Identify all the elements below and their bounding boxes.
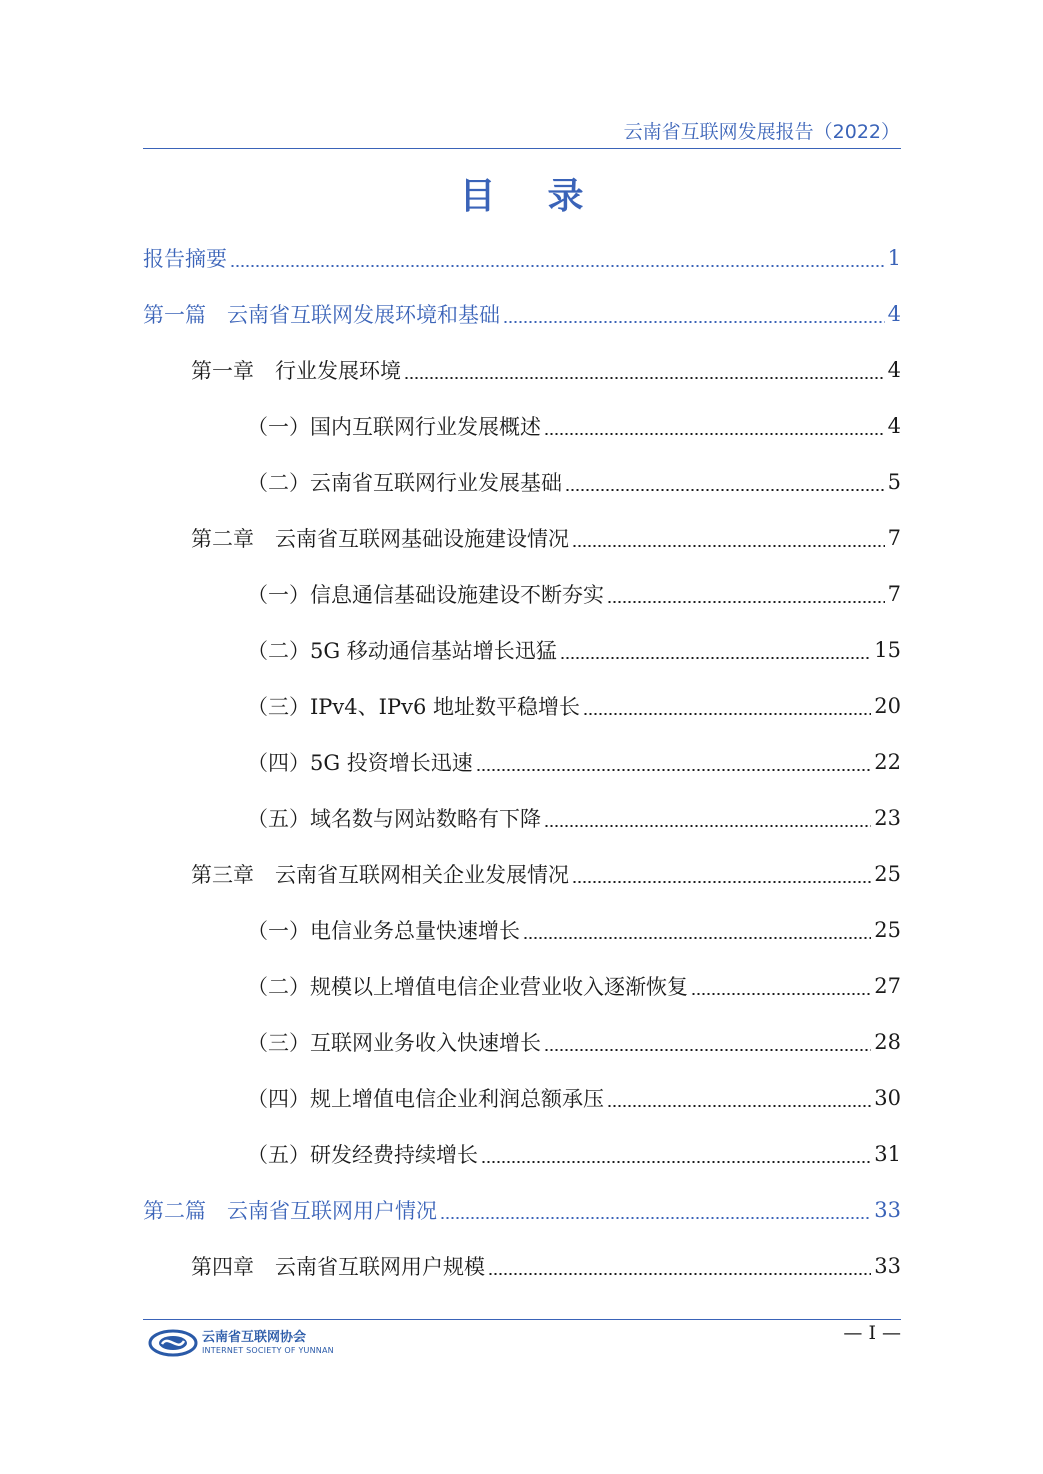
toc-entry-title: 第四章 云南省互联网用户规模 xyxy=(191,1255,485,1279)
toc-entry-title: （五）研发经费持续增长 xyxy=(247,1143,478,1167)
footer-divider xyxy=(143,1319,901,1320)
toc-entry-title: （二）规模以上增值电信企业营业收入逐渐恢复 xyxy=(247,975,688,999)
toc-entry-page-number: 22 xyxy=(874,750,901,774)
toc-entry-page-number: 33 xyxy=(874,1254,901,1278)
toc-entry[interactable] xyxy=(143,342,901,398)
toc-entry-title: （四）5G 投资增长迅速 xyxy=(247,751,473,775)
toc-entry-title: （二）5G 移动通信基站增长迅猛 xyxy=(247,639,557,663)
dot-leader xyxy=(544,433,885,435)
association-emblem-icon xyxy=(148,1328,198,1358)
dot-leader xyxy=(544,1049,871,1051)
toc-entry-page-number: 1 xyxy=(887,246,901,270)
toc-entry-page-number: 4 xyxy=(887,302,901,326)
toc-entry[interactable] xyxy=(143,622,901,678)
toc-entry[interactable] xyxy=(143,566,901,622)
toc-entry-page-number: 5 xyxy=(887,470,901,494)
toc-entry-page-number: 27 xyxy=(874,974,901,998)
toc-entry-title: （一）国内互联网行业发展概述 xyxy=(247,415,541,439)
toc-entry[interactable] xyxy=(143,790,901,846)
toc-entry-title: （一）电信业务总量快速增长 xyxy=(247,919,520,943)
toc-entry-title: 报告摘要 xyxy=(143,247,227,271)
dot-leader xyxy=(404,377,885,379)
toc-entry-title: 第一篇 云南省互联网发展环境和基础 xyxy=(143,303,500,327)
dot-leader xyxy=(523,937,871,939)
toc-entry-title: （一）信息通信基础设施建设不断夯实 xyxy=(247,583,604,607)
dot-leader xyxy=(503,321,885,323)
dot-leader xyxy=(572,545,885,547)
toc-entry[interactable] xyxy=(143,1070,901,1126)
toc-entry-title: 第二篇 云南省互联网用户情况 xyxy=(143,1199,437,1223)
toc-entry[interactable] xyxy=(143,1182,901,1238)
toc-entry-page-number: 33 xyxy=(874,1198,901,1222)
toc-entry-page-number: 23 xyxy=(874,806,901,830)
logo-english-name: INTERNET SOCIETY OF YUNNAN xyxy=(202,1346,334,1355)
toc-entry[interactable] xyxy=(143,846,901,902)
dot-leader xyxy=(572,881,871,883)
toc-entry[interactable] xyxy=(143,1238,901,1294)
toc-entry-title: 第三章 云南省互联网相关企业发展情况 xyxy=(191,863,569,887)
toc-entry[interactable] xyxy=(143,958,901,1014)
dot-leader xyxy=(583,713,871,715)
toc-entry-page-number: 7 xyxy=(887,526,901,550)
toc-entry-title: （五）域名数与网站数略有下降 xyxy=(247,807,541,831)
toc-entry[interactable] xyxy=(143,510,901,566)
toc-entry-title: 第一章 行业发展环境 xyxy=(191,359,401,383)
toc-entry-page-number: 20 xyxy=(874,694,901,718)
toc-entry-title: （三）互联网业务收入快速增长 xyxy=(247,1031,541,1055)
toc-entry-page-number: 4 xyxy=(887,414,901,438)
toc-entry-page-number: 25 xyxy=(874,862,901,886)
toc-entry-title: （二）云南省互联网行业发展基础 xyxy=(247,471,562,495)
toc-entry[interactable] xyxy=(143,1126,901,1182)
toc-entry[interactable] xyxy=(143,902,901,958)
toc-entry-page-number: 31 xyxy=(874,1142,901,1166)
toc-entry-page-number: 15 xyxy=(874,638,901,662)
dot-leader xyxy=(544,825,871,827)
toc-entry-title: （四）规上增值电信企业利润总额承压 xyxy=(247,1087,604,1111)
dot-leader xyxy=(560,657,871,659)
toc-entry[interactable] xyxy=(143,230,901,286)
toc-entry[interactable] xyxy=(143,454,901,510)
toc-entry-page-number: 28 xyxy=(874,1030,901,1054)
toc-entry-title: （三）IPv4、IPv6 地址数平稳增长 xyxy=(247,695,580,719)
header-divider xyxy=(143,148,901,149)
toc-entry-title: 第二章 云南省互联网基础设施建设情况 xyxy=(191,527,569,551)
toc-entry[interactable] xyxy=(143,286,901,342)
logo-chinese-name: 云南省互联网协会 xyxy=(202,1330,307,1345)
association-logo xyxy=(148,1328,334,1358)
toc-heading: 目录 xyxy=(459,175,636,217)
dot-leader xyxy=(607,1105,871,1107)
toc-entry-page-number: 7 xyxy=(887,582,901,606)
dot-leader xyxy=(440,1217,871,1219)
toc-entry[interactable] xyxy=(143,1014,901,1070)
dot-leader xyxy=(230,265,885,267)
page-number: — I — xyxy=(843,1322,901,1344)
dot-leader xyxy=(481,1161,871,1163)
toc-entry-page-number: 30 xyxy=(874,1086,901,1110)
dot-leader xyxy=(488,1273,871,1275)
dot-leader xyxy=(691,993,871,995)
table-of-contents xyxy=(143,230,901,1294)
dot-leader xyxy=(607,601,885,603)
dot-leader xyxy=(565,489,885,491)
toc-entry-page-number: 25 xyxy=(874,918,901,942)
running-header-title: 云南省互联网发展报告（2022） xyxy=(623,121,900,143)
dot-leader xyxy=(476,769,871,771)
toc-entry[interactable] xyxy=(143,678,901,734)
toc-entry[interactable] xyxy=(143,398,901,454)
toc-entry-page-number: 4 xyxy=(887,358,901,382)
toc-entry[interactable] xyxy=(143,734,901,790)
